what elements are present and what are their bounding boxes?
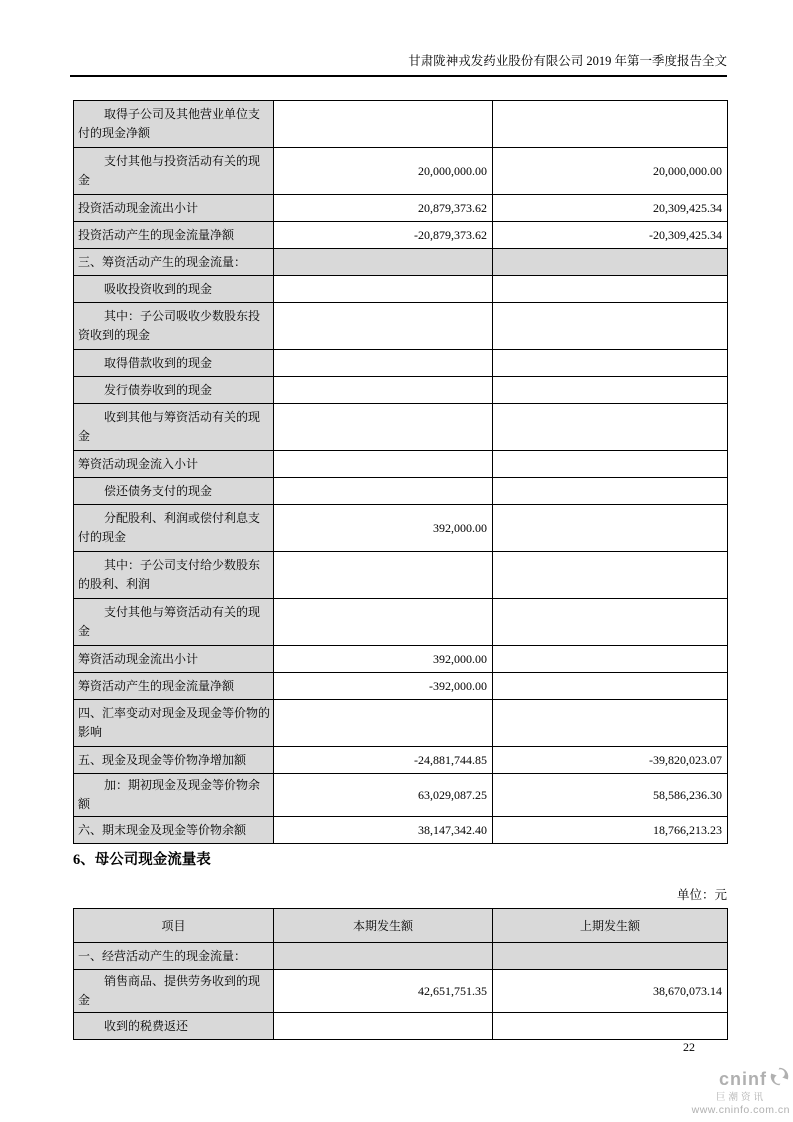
item-label-cell: 四、汇率变动对现金及现金等价物的影响	[74, 700, 274, 747]
current-period-value-cell: -392,000.00	[274, 673, 493, 700]
column-header-current-period: 本期发生额	[274, 909, 493, 943]
prior-period-value-cell	[493, 276, 728, 303]
prior-period-value-cell	[493, 646, 728, 673]
current-period-value-cell	[274, 404, 493, 451]
prior-period-value-cell: 38,670,073.14	[493, 970, 728, 1013]
current-period-value-cell	[274, 377, 493, 404]
item-label-cell: 其中：子公司吸收少数股东投资收到的现金	[74, 303, 274, 350]
table-row	[74, 599, 728, 646]
current-period-value-cell: 20,879,373.62	[274, 195, 493, 222]
table-row	[74, 1013, 728, 1040]
prior-period-value-cell	[493, 478, 728, 505]
prior-period-value-cell	[493, 350, 728, 377]
table-row	[74, 774, 728, 817]
current-period-value-cell	[274, 478, 493, 505]
item-label-cell: 偿还债务支付的现金	[74, 478, 274, 505]
item-label-cell: 筹资活动现金流出小计	[74, 646, 274, 673]
item-label-cell: 六、期末现金及现金等价物余额	[74, 817, 274, 844]
item-label-cell: 吸收投资收到的现金	[74, 276, 274, 303]
item-label-cell: 收到的税费返还	[74, 1013, 274, 1040]
cninfo-brand-row	[692, 1066, 790, 1091]
current-period-value-cell: -24,881,744.85	[274, 747, 493, 774]
prior-period-value-cell	[493, 404, 728, 451]
table-row	[74, 943, 728, 970]
cninfo-url: www.cninfo.com.cn	[691, 1103, 790, 1116]
prior-period-value-cell: 20,309,425.34	[493, 195, 728, 222]
current-period-value-cell	[274, 700, 493, 747]
current-period-value-cell: 392,000.00	[274, 505, 493, 552]
table-row	[74, 909, 728, 943]
current-period-value-cell	[274, 943, 493, 970]
prior-period-value-cell: -20,309,425.34	[493, 222, 728, 249]
prior-period-value-cell: -39,820,023.07	[493, 747, 728, 774]
current-period-value-cell	[274, 599, 493, 646]
cninfo-subtitle: 巨潮资讯	[715, 1092, 766, 1103]
table-row	[74, 303, 728, 350]
prior-period-value-cell	[493, 673, 728, 700]
parent-company-cash-flow-table	[73, 908, 728, 1040]
table-row	[74, 552, 728, 599]
table-row	[74, 673, 728, 700]
prior-period-value-cell	[493, 101, 728, 148]
item-label-cell: 取得借款收到的现金	[74, 350, 274, 377]
current-period-value-cell	[274, 303, 493, 350]
item-label-cell: 筹资活动产生的现金流量净额	[74, 673, 274, 700]
current-period-value-cell: 38,147,342.40	[274, 817, 493, 844]
prior-period-value-cell	[493, 700, 728, 747]
table-row	[74, 195, 728, 222]
prior-period-value-cell	[493, 249, 728, 276]
table-row	[74, 377, 728, 404]
prior-period-value-cell	[493, 599, 728, 646]
current-period-value-cell	[274, 276, 493, 303]
current-period-value-cell: 63,029,087.25	[274, 774, 493, 817]
table-row	[74, 276, 728, 303]
prior-period-value-cell	[493, 552, 728, 599]
table-row	[74, 817, 728, 844]
item-label-cell: 筹资活动现金流入小计	[74, 451, 274, 478]
item-label-cell: 支付其他与筹资活动有关的现金	[74, 599, 274, 646]
prior-period-value-cell	[493, 451, 728, 478]
unit-label: 单位：元	[676, 888, 727, 902]
table-row	[74, 505, 728, 552]
cninfo-brand-text: cninf	[719, 1068, 767, 1089]
cninfo-swirl-icon	[769, 1066, 790, 1091]
item-label-cell: 三、筹资活动产生的现金流量：	[74, 249, 274, 276]
item-label-cell: 收到其他与筹资活动有关的现金	[74, 404, 274, 451]
prior-period-value-cell: 18,766,213.23	[493, 817, 728, 844]
table-row	[74, 478, 728, 505]
item-label-cell: 一、经营活动产生的现金流量：	[74, 943, 274, 970]
column-header-item: 项目	[74, 909, 274, 943]
current-period-value-cell	[274, 249, 493, 276]
prior-period-value-cell: 20,000,000.00	[493, 148, 728, 195]
item-label-cell: 支付其他与投资活动有关的现金	[74, 148, 274, 195]
prior-period-value-cell: 58,586,236.30	[493, 774, 728, 817]
item-label-cell: 其中：子公司支付给少数股东的股利、利润	[74, 552, 274, 599]
item-label-cell: 发行债券收到的现金	[74, 377, 274, 404]
item-label-cell: 五、现金及现金等价物净增加额	[74, 747, 274, 774]
prior-period-value-cell	[493, 303, 728, 350]
current-period-value-cell	[274, 451, 493, 478]
table-body	[74, 943, 728, 1040]
current-period-value-cell	[274, 552, 493, 599]
current-period-value-cell: 42,651,751.35	[274, 970, 493, 1013]
table-header-row	[74, 909, 728, 943]
current-period-value-cell: 20,000,000.00	[274, 148, 493, 195]
consolidated-cash-flow-table-continued	[73, 100, 728, 844]
table-row	[74, 101, 728, 148]
table-row	[74, 700, 728, 747]
item-label-cell: 投资活动现金流出小计	[74, 195, 274, 222]
table-row	[74, 222, 728, 249]
page-number: 22	[683, 1040, 695, 1054]
table-body	[74, 101, 728, 844]
current-period-value-cell	[274, 101, 493, 148]
item-label-cell: 加：期初现金及现金等价物余额	[74, 774, 274, 817]
item-label-cell: 分配股利、利润或偿付利息支付的现金	[74, 505, 274, 552]
table-row	[74, 249, 728, 276]
column-header-prior-period: 上期发生额	[493, 909, 728, 943]
table-row	[74, 970, 728, 1013]
table-row	[74, 350, 728, 377]
table-row	[74, 646, 728, 673]
prior-period-value-cell	[493, 505, 728, 552]
item-label-cell: 销售商品、提供劳务收到的现金	[74, 970, 274, 1013]
table-row	[74, 747, 728, 774]
current-period-value-cell	[274, 1013, 493, 1040]
current-period-value-cell: -20,879,373.62	[274, 222, 493, 249]
current-period-value-cell	[274, 350, 493, 377]
item-label-cell: 投资活动产生的现金流量净额	[74, 222, 274, 249]
table-row	[74, 404, 728, 451]
section-heading: 6、母公司现金流量表	[73, 852, 211, 868]
table-row	[74, 148, 728, 195]
running-header-title: 甘肃陇神戎发药业股份有限公司 2019 年第一季度报告全文	[70, 53, 727, 77]
table-row	[74, 451, 728, 478]
prior-period-value-cell	[493, 377, 728, 404]
current-period-value-cell: 392,000.00	[274, 646, 493, 673]
item-label-cell: 取得子公司及其他营业单位支付的现金净额	[74, 101, 274, 148]
prior-period-value-cell	[493, 1013, 728, 1040]
prior-period-value-cell	[493, 943, 728, 970]
cninfo-logo	[692, 1066, 790, 1115]
